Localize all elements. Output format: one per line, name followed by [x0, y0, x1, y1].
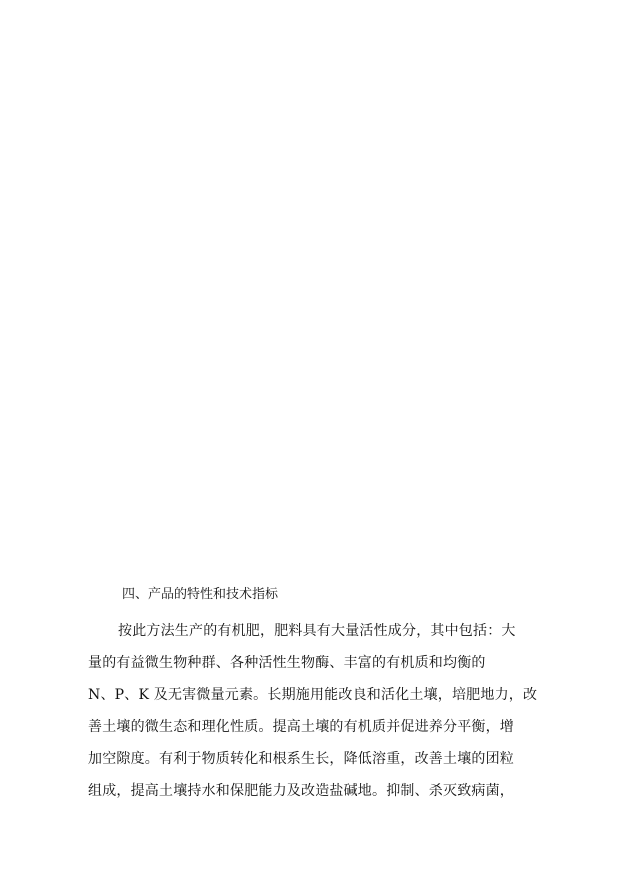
section-heading: 四、产品的特性和技术指标: [122, 587, 279, 602]
paragraph-line-4: 善土壤的微生态和理化性质。提高土壤的有机质并促进养分平衡，增: [88, 719, 514, 735]
paragraph-line-2: 量的有益微生物种群、各种活性生物酶、丰富的有机质和均衡的: [88, 655, 486, 671]
paragraph-line-3: N、P、K 及无害微量元素。长期施用能改良和活化土壤，培肥地力，改: [88, 687, 538, 703]
paragraph-line-6: 组成，提高土壤持水和保肥能力及改造盐碱地。抑制、杀灭致病菌，: [88, 783, 514, 799]
paragraph-line-1: 按此方法生产的有机肥，肥料具有大量活性成分，其中包括：大: [118, 623, 516, 639]
paragraph-line-5: 加空隙度。有利于物质转化和根系生长，降低溶重，改善土壤的团粒: [88, 751, 514, 767]
